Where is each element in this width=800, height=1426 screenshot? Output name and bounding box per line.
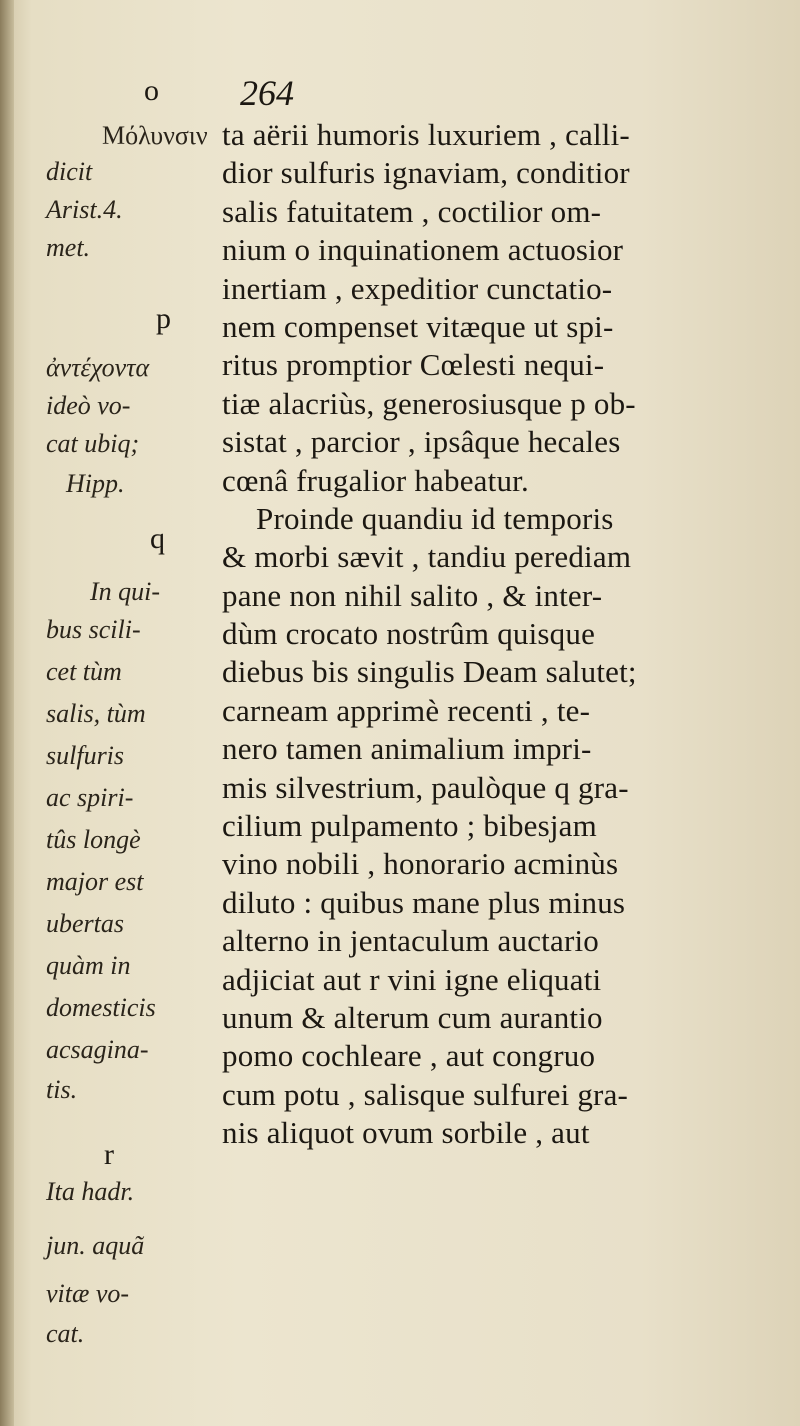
margin-letter-q: q xyxy=(150,522,165,555)
text-line: carneam apprimè recenti , te- xyxy=(222,692,591,728)
text-line: alterno in jentaculum auctario xyxy=(222,923,599,959)
text-line: adjiciat aut r vini igne eliquati xyxy=(222,961,602,997)
page-header xyxy=(0,72,800,112)
page-gutter xyxy=(0,0,14,1426)
margin-notes xyxy=(46,116,246,1366)
text-line: ta aërii humoris luxuriem , calli- xyxy=(222,117,630,152)
margin-note-line: jun. aquã xyxy=(46,1231,145,1260)
margin-letter-p: p xyxy=(156,302,171,335)
text-line: cum potu , salisque sulfurei gra- xyxy=(222,1076,629,1112)
text-line: mis silvestrium, paulòque q gra- xyxy=(222,769,629,805)
margin-letter-r: r xyxy=(104,1138,114,1171)
margin-note-line: cet tùm xyxy=(46,657,122,686)
text-line: nis aliquot ovum sorbile , aut xyxy=(222,1115,590,1151)
margin-note-line: quàm in xyxy=(46,951,131,980)
margin-note-line: Ita hadr. xyxy=(46,1177,135,1206)
margin-note-line: Arist.4. xyxy=(46,195,123,224)
margin-note-line: met. xyxy=(46,233,91,262)
text-line: salis fatuitatem , coctilior om- xyxy=(222,193,602,229)
text-line: pane non nihil salito , & inter- xyxy=(222,577,603,613)
text-line: nem compenset vitæque ut spi- xyxy=(222,308,614,344)
text-line: diebus bis singulis Deam salutet; xyxy=(222,654,637,690)
text-line: dior sulfuris ignaviam, conditior xyxy=(222,155,630,191)
text-line: nero tamen animalium impri- xyxy=(222,731,592,767)
margin-note-line: salis, tùm xyxy=(46,699,146,728)
margin-note-line: cat. xyxy=(46,1319,85,1348)
margin-note-line: ἀντέχοντα xyxy=(46,353,150,382)
margin-note-line: tis. xyxy=(46,1075,78,1104)
margin-note-line: Hipp. xyxy=(66,469,125,498)
text-line: pomo cochleare , aut congruo xyxy=(222,1038,596,1074)
text-line: sistat , parcior , ipsâque hecales xyxy=(222,424,621,460)
margin-note-line: major est xyxy=(46,867,144,896)
text-line: dùm crocato nostrûm quisque xyxy=(222,616,596,652)
margin-note-line: Μόλυνσιν xyxy=(102,121,208,150)
text-line: inertiam , expeditior cunctatio- xyxy=(222,270,613,306)
text-line: cœnâ frugalior habeatur. xyxy=(222,462,529,498)
margin-note-line: cat ubiq; xyxy=(46,429,140,458)
margin-note-line: ac spiri- xyxy=(46,783,134,812)
text-line: diluto : quibus mane plus minus xyxy=(222,884,626,920)
margin-note-line: ideò vo- xyxy=(46,391,131,420)
margin-note-line: ubertas xyxy=(46,909,124,938)
margin-note-line: sulfuris xyxy=(46,741,125,770)
margin-note-line: vitæ vo- xyxy=(46,1279,130,1308)
text-line: nium o inquinationem actuosior xyxy=(222,232,624,268)
text-line: unum & alterum cum aurantio xyxy=(222,999,603,1035)
margin-note-line: In qui- xyxy=(90,577,161,606)
margin-note-line: bus scili- xyxy=(46,615,141,644)
margin-note-line: dicit xyxy=(46,157,93,186)
text-line: tiæ alacriùs, generosiusque p ob- xyxy=(222,385,636,421)
margin-note-line: domesticis xyxy=(46,993,156,1022)
text-line: ritus promptior Cœlesti nequi- xyxy=(222,347,605,383)
margin-note-line: tûs longè xyxy=(46,825,141,854)
text-line: & morbi sævit , tandiu perediam xyxy=(222,539,632,575)
page-number: 264 xyxy=(240,73,294,113)
text-line: vino nobili , honorario acminùs xyxy=(222,846,619,882)
paragraph-start-line: Proinde quandiu id temporis xyxy=(256,500,614,536)
margin-note-line: acsagina- xyxy=(46,1035,149,1064)
main-text-column xyxy=(222,116,770,1153)
signature-mark: o xyxy=(144,74,159,107)
text-line: cilium pulpamento ; bibesjam xyxy=(222,808,597,844)
